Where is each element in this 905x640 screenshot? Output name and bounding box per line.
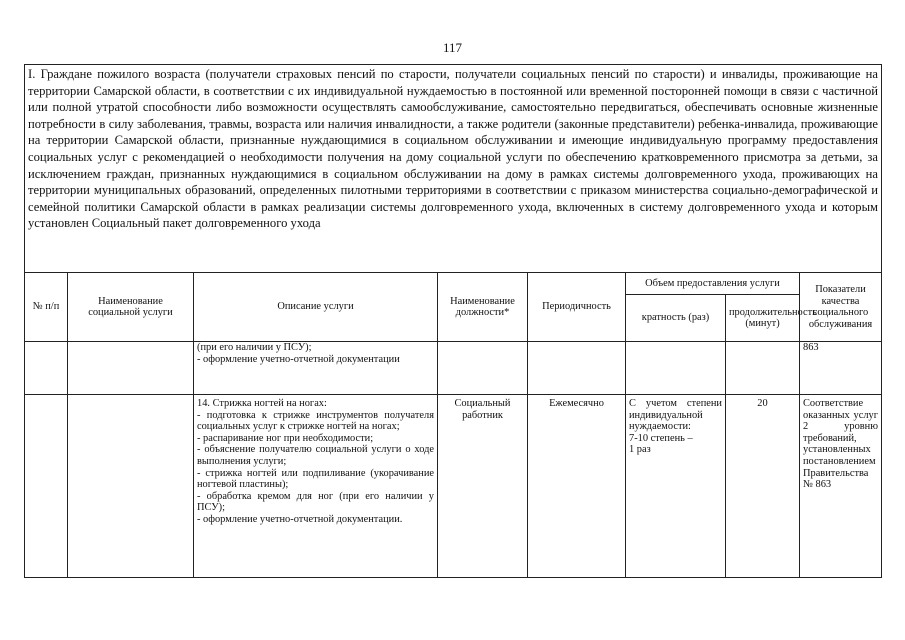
row-service-name [68, 395, 194, 578]
cell-line: 14. Стрижка ногтей на ногах: [197, 398, 327, 409]
services-table [24, 64, 882, 578]
cell-line: - распаривание ног при необходимости; [197, 432, 374, 444]
header-multiplicity: кратность (раз) [626, 295, 726, 342]
header-periodicity: Периодичность [528, 273, 626, 342]
header-volume: Объем предоставления услуги [626, 273, 800, 295]
header-service-name: Наименование социальной услуги [68, 273, 194, 342]
category-title: I. Граждане пожилого возраста (получатели страховых пенсий по старости, получатели социальных пенсий по старости) и инвалиды, проживающие на территории Самарской области, в соответствии с их индивидуальной нуждаемостью в постоянной или временной посторонней помощи в связи с частичной или полной утратой способности либо возможности осуществлять самообслуживание, самостоятельно передвигаться, обеспечивать основные жизненные потребности в силу заболевания, травмы, возраста или наличия инвалидности, а также родители (законные представители) ребенка-инвалида, проживающие на территории Самарской области, признанные нуждающимися в социальном обслуживании и имеющие индивидуальную программу предоставления социальных услуг с рекомендацией о необходимости получения на дому социальной услуги по обеспечению кратковременного присмотра за детьми, за исключением граждан, признанных нуждающимися в социальном обслуживании на дому в рамках системы долговременного ухода, проживающих на территории муниципальных образований, определенных пилотными территориями в соответствии с приказом министерства социально-демографической и семейной политики Самарской области в рамках реализации системы долговременного ухода, включенных в систему долговременного ухода и которым установлен Социальный пакет долговременного ухода [25, 65, 882, 273]
row-periodicity: Ежемесячно [528, 395, 626, 578]
page-number: 117 [442, 40, 463, 55]
cell-line: - стрижка ногтей или подпиливание (укорачивание ногтевой пластины); [197, 467, 434, 491]
table-row [25, 342, 882, 395]
header-description: Описание услуги [194, 273, 438, 342]
cell-line: С учетом степени индивидуальной нуждаемости: [629, 398, 722, 433]
row-duration [726, 342, 800, 395]
row-quality: Соответствие оказанных услуг 2 уровню требований, установленных постановлением Правительства № 863 [800, 395, 882, 578]
cell-line: - подготовка к стрижке инструментов получателя социальных услуг к стрижке ногтей на ногах; [197, 409, 434, 433]
cell-line: (при его наличии у ПСУ); [197, 342, 312, 353]
header-position: Наименование должности* [438, 273, 528, 342]
row-description [194, 395, 438, 578]
row-num [25, 395, 68, 578]
row-num [25, 342, 68, 395]
row-multiplicity [626, 395, 726, 578]
cell-line: 1 раз [629, 444, 651, 456]
cell-line: - объяснение получателю социальной услуги о ходе выполнения услуги; [197, 444, 434, 467]
row-multiplicity [626, 342, 726, 395]
cell-line: - оформление учетно-отчетной документации. [197, 513, 403, 525]
cell-line: - оформление учетно-отчетной документации [197, 353, 400, 365]
table-row [25, 395, 882, 578]
row-quality: 863 [800, 342, 882, 395]
row-position [438, 342, 528, 395]
header-num: № п/п [25, 273, 68, 342]
header-quality: Показатели качества социального обслуживания [800, 273, 882, 342]
row-description [194, 342, 438, 395]
row-service-name [68, 342, 194, 395]
cell-line: 7-10 степень – [629, 432, 693, 444]
row-position: Социальный работник [438, 395, 528, 578]
cell-line: - обработка кремом для ног (при его наличии у ПСУ); [197, 490, 434, 514]
row-periodicity [528, 342, 626, 395]
header-duration: продолжительность (минут) [726, 295, 800, 342]
row-duration: 20 [726, 395, 800, 578]
